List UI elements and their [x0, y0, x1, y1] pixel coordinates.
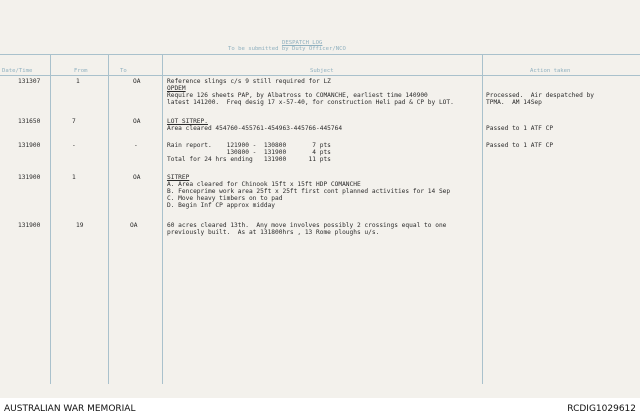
- log-subtitle: To be submitted by Duty Officer/NCO: [228, 46, 346, 52]
- row-4-line-5: D. Begin Inf CP approx midday: [167, 202, 276, 209]
- col-header-subject: Subject: [310, 68, 334, 74]
- row-4-line-2: A. Area cleared for Chinook 15ft x 15ft HDP COMANCHE: [167, 181, 361, 188]
- log-title: DESPATCH LOG: [282, 40, 323, 46]
- row-3-line-3: Total for 24 hrs ending 131900 11 pts: [167, 156, 331, 163]
- row-4-line-1: SITREP: [167, 174, 190, 181]
- archive-footer: [0, 398, 640, 418]
- row-4-from: 1: [72, 174, 76, 181]
- footer-source: AUSTRALIAN WAR MEMORIAL: [4, 404, 136, 414]
- row-1-line-2: OPDEM: [167, 85, 186, 92]
- col-rule-2: [108, 54, 109, 384]
- row-2-from: 7: [72, 118, 76, 125]
- row-5-from: 19: [76, 222, 84, 229]
- row-5-dtg: 131900: [18, 222, 41, 229]
- row-4-line-3: B. Fenceprime work area 25ft x 25ft first cont planned activities for 14 Sep: [167, 188, 451, 195]
- col-header-dtg: Date/Time: [2, 68, 33, 74]
- row-4-to: OA: [133, 174, 141, 181]
- col-header-action: Action taken: [530, 68, 571, 74]
- row-1-line-1: Reference slings c/s 9 still required for LZ: [167, 78, 331, 85]
- row-3-from: -: [72, 142, 76, 149]
- row-4-line-4: C. Move heavy timbers on to pad: [167, 195, 283, 202]
- row-3-action-1: Passed to 1 ATF CP: [486, 142, 554, 149]
- row-1-from: 1: [76, 78, 80, 85]
- col-rule-3: [162, 54, 163, 384]
- row-4-dtg: 131900: [18, 174, 41, 181]
- footer-record-id: RCDIG1029612: [567, 404, 636, 414]
- row-5-to: OA: [130, 222, 138, 229]
- row-2-line-1: LOT SITREP.: [167, 118, 208, 125]
- row-3-to: -: [134, 142, 138, 149]
- row-1-line-4: latest 141200. Freq desig 17 x-57-40, for construction Heli pad & CP by LOT.: [167, 99, 454, 106]
- header-rule-bottom: [0, 75, 640, 76]
- row-1-line-3: Require 126 sheets PAP, by Albatross to COMANCHE, earliest time 140900: [167, 92, 428, 99]
- row-2-dtg: 131650: [18, 118, 41, 125]
- col-rule-1: [50, 54, 51, 384]
- row-5-line-1: 60 acres cleared 13th. Any move involves possibly 2 crossings equal to one: [167, 222, 447, 229]
- col-rule-4: [482, 54, 483, 384]
- col-header-from: From: [74, 68, 88, 74]
- header-rule-top: [0, 54, 640, 55]
- row-3-dtg: 131900: [18, 142, 41, 149]
- row-1-to: OA: [133, 78, 141, 85]
- row-3-line-2: 130800 - 131900 4 pts: [167, 149, 331, 156]
- row-2-to: OA: [133, 118, 141, 125]
- row-2-line-2: Area cleared 454760-455761-454963-445766-445764: [167, 125, 343, 132]
- col-header-to: To: [120, 68, 127, 74]
- row-1-dtg: 131307: [18, 78, 41, 85]
- row-3-line-1: Rain report. 121900 - 130800 7 pts: [167, 142, 331, 149]
- row-1-action-1: Processed. Air despatched by: [486, 92, 595, 99]
- row-5-line-2: previously built. As at 131800hrs , 13 Rome ploughs u/s.: [167, 229, 380, 236]
- row-2-action-1: Passed to 1 ATF CP: [486, 125, 554, 132]
- row-1-action-2: TPMA. AM 14Sep: [486, 99, 542, 106]
